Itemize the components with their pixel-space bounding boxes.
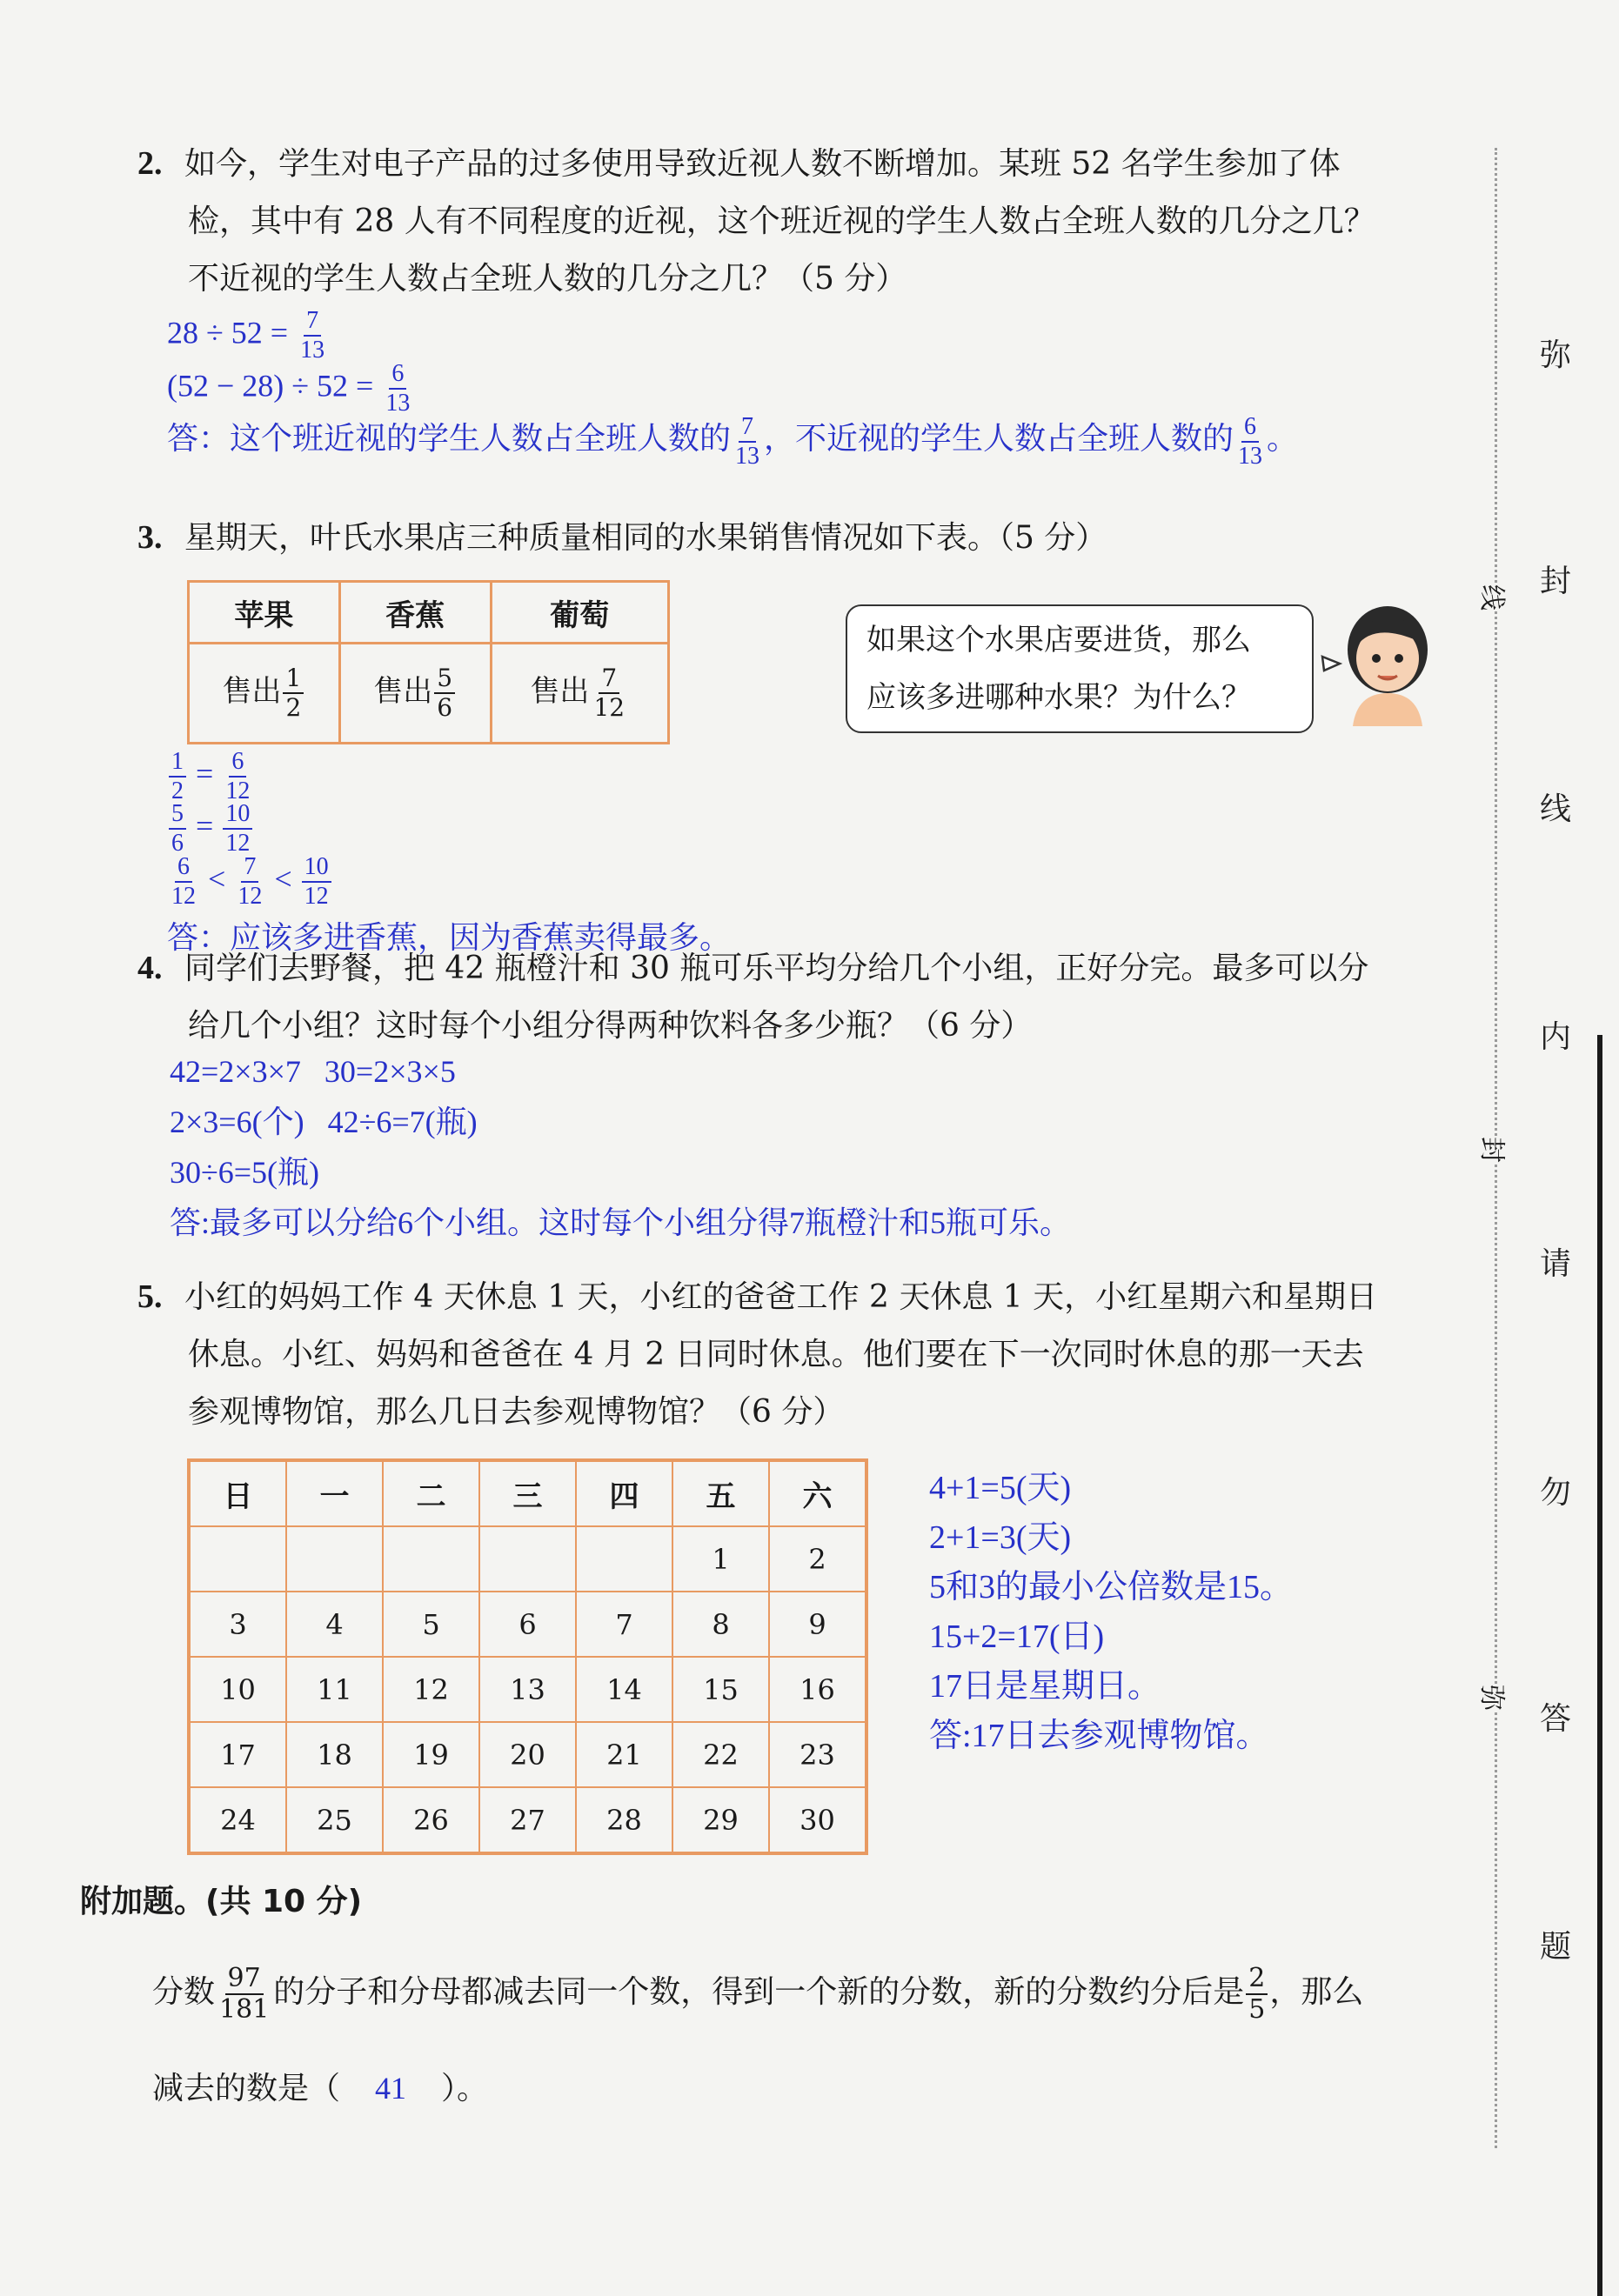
day-cell: 20 bbox=[479, 1722, 576, 1787]
q2-answer-line2 bbox=[167, 362, 414, 416]
q3-work-line3 bbox=[167, 855, 333, 909]
day-cell: 4 bbox=[286, 1592, 383, 1657]
question-number: 4. bbox=[137, 950, 163, 986]
day-cell: 22 bbox=[672, 1722, 769, 1787]
day-cell: 29 bbox=[672, 1787, 769, 1853]
day-cell: 21 bbox=[576, 1722, 672, 1787]
sidebar-char: 线 bbox=[1540, 791, 1572, 827]
question-text-line1: 如今，学生对电子产品的过多使用导致近视人数不断增加。某班 52 名学生参加了体 bbox=[184, 146, 1341, 182]
question-5 bbox=[137, 1268, 1468, 1441]
sidebar-char: 内 bbox=[1540, 1019, 1572, 1055]
weekday-mon: 一 bbox=[286, 1460, 383, 1526]
fraction: $\frac{6}{13}$ bbox=[1238, 412, 1263, 470]
day-cell: 12 bbox=[383, 1657, 479, 1722]
day-cell: 23 bbox=[769, 1722, 866, 1787]
question-number: 5. bbox=[137, 1278, 163, 1315]
day-cell: 25 bbox=[286, 1787, 383, 1853]
fraction: $\frac{97}{181}$ bbox=[219, 1963, 270, 2025]
q4-answer bbox=[170, 1046, 1071, 1248]
day-cell: 8 bbox=[672, 1592, 769, 1657]
weekday-thu: 四 bbox=[576, 1460, 672, 1526]
sidebar-char: 勿 bbox=[1540, 1475, 1572, 1511]
fraction: $\frac{6}{12}$ bbox=[171, 853, 196, 910]
fraction: $\frac{6}{12}$ bbox=[225, 748, 251, 804]
fraction: $\frac{7}{13}$ bbox=[735, 412, 760, 470]
sold-banana: 售出 $\frac{5}{6}$ bbox=[339, 644, 491, 744]
weekday-fri: 五 bbox=[672, 1460, 769, 1526]
day-cell bbox=[383, 1526, 479, 1592]
fraction: $\frac{5}{6}$ bbox=[434, 666, 455, 720]
shirt bbox=[1353, 693, 1422, 726]
q5-answer-line3: 5和3的最小公倍数是15。 bbox=[929, 1569, 1294, 1605]
day-cell: 14 bbox=[576, 1657, 672, 1722]
sidebar-char: 题 bbox=[1540, 1929, 1572, 1965]
q5-answer-line1: 4+1=5(天) bbox=[929, 1470, 1072, 1506]
q4-answer-line1: 42=2×3×7 30=2×3×5 bbox=[170, 1054, 456, 1089]
fraction: $\frac{7}{13}$ bbox=[300, 307, 325, 364]
binding-mark-xian: 线 bbox=[1475, 584, 1514, 611]
day-cell: 5 bbox=[383, 1592, 479, 1657]
day-cell: 28 bbox=[576, 1787, 672, 1853]
calendar-row bbox=[189, 1722, 866, 1787]
fraction: $\frac{10}{12}$ bbox=[223, 802, 252, 856]
weekday-tue: 二 bbox=[383, 1460, 479, 1526]
eye bbox=[1395, 654, 1403, 663]
day-cell bbox=[479, 1526, 576, 1592]
bonus-answer: 41 bbox=[375, 2071, 407, 2106]
q5-answer bbox=[929, 1464, 1293, 1761]
fraction: $\frac{7}{12}$ bbox=[593, 664, 626, 722]
q3-answer: 答：应该多进香蕉，因为香蕉卖得最多。 bbox=[167, 920, 732, 955]
calendar-row bbox=[189, 1657, 866, 1722]
sidebar-char: 封 bbox=[1540, 564, 1572, 599]
q5-answer-line4: 15+2=17(日) bbox=[929, 1619, 1105, 1655]
sidebar-char: 答 bbox=[1540, 1701, 1572, 1737]
header-apple: 苹果 bbox=[189, 582, 340, 644]
fraction: $\frac{10}{12}$ bbox=[302, 855, 331, 909]
less-than-sign: < bbox=[274, 861, 292, 897]
fraction: $\frac{6}{13}$ bbox=[385, 360, 411, 417]
weekday-sun: 日 bbox=[189, 1460, 286, 1526]
question-4 bbox=[137, 939, 1468, 1055]
sold-grape: 售出 $\frac{7}{12}$ bbox=[491, 644, 668, 744]
q4-answer-line3: 30÷6=5(瓶) bbox=[170, 1155, 320, 1190]
calendar-table bbox=[187, 1458, 868, 1855]
day-cell bbox=[576, 1526, 672, 1592]
day-cell: 26 bbox=[383, 1787, 479, 1853]
boy-illustration bbox=[1314, 596, 1444, 726]
question-2 bbox=[137, 135, 1460, 308]
day-cell: 2 bbox=[769, 1526, 866, 1592]
fraction: $\frac{5}{6}$ bbox=[169, 802, 186, 856]
fraction: $\frac{2}{5}$ bbox=[1246, 1966, 1268, 2023]
question-text-line1: 小红的妈妈工作 4 天休息 1 天，小红的爸爸工作 2 天休息 1 天，小红星期六和星期日 bbox=[184, 1279, 1378, 1315]
fraction: $\frac{1}{2}$ bbox=[169, 750, 186, 804]
eye bbox=[1372, 654, 1381, 663]
question-number: 3. bbox=[137, 519, 163, 556]
q2-answer-line3: 答：这个班近视的学生人数占全班人数的 $\frac{7}{13}$ ，不近视的学生人数占全班人数的 $\frac{6}{13}$ 。 bbox=[167, 412, 1299, 470]
day-cell: 27 bbox=[479, 1787, 576, 1853]
sidebar-edge-line bbox=[1597, 1035, 1602, 2296]
binding-mark-mi: 弥 bbox=[1475, 1685, 1514, 1711]
bonus-title: 附加题。(共 10 分) bbox=[80, 1884, 363, 1919]
question-text-line2: 休息。小红、妈妈和爸爸在 4 月 2 日同时休息。他们要在下一次同时休息的那一天去 bbox=[188, 1337, 1364, 1372]
sidebar-char: 请 bbox=[1540, 1246, 1572, 1282]
question-number: 2. bbox=[137, 145, 163, 182]
question-text-line2: 给几个小组？这时每个小组分得两种饮料各多少瓶？（6 分） bbox=[188, 1008, 1033, 1044]
day-cell: 13 bbox=[479, 1657, 576, 1722]
day-cell: 15 bbox=[672, 1657, 769, 1722]
q4-answer-line4: 答:最多可以分给6个小组。这时每个小组分得7瓶橙汁和5瓶可乐。 bbox=[170, 1205, 1072, 1240]
equation-text: (52 − 28) ÷ 52 = bbox=[167, 368, 374, 404]
q2-answer-line1 bbox=[167, 309, 329, 363]
day-cell: 7 bbox=[576, 1592, 672, 1657]
calendar-header-row bbox=[189, 1460, 866, 1526]
binding-mark-feng: 封 bbox=[1475, 1137, 1514, 1163]
day-cell bbox=[189, 1526, 286, 1592]
bubble-line2: 应该多进哪种水果？为什么？ bbox=[866, 680, 1251, 715]
sidebar-char: 弥 bbox=[1540, 337, 1572, 373]
question-text-line3: 参观博物馆，那么几日去参观博物馆？（6 分） bbox=[188, 1394, 845, 1430]
q5-answer-line2: 2+1=3(天) bbox=[929, 1519, 1072, 1556]
day-cell: 16 bbox=[769, 1657, 866, 1722]
day-cell: 10 bbox=[189, 1657, 286, 1722]
less-than-sign: < bbox=[208, 861, 226, 897]
equals-sign: = bbox=[196, 756, 214, 791]
equals-sign: = bbox=[196, 808, 214, 844]
header-banana: 香蕉 bbox=[339, 582, 491, 644]
header-grape: 葡萄 bbox=[491, 582, 668, 644]
day-cell: 24 bbox=[189, 1787, 286, 1853]
calendar-row bbox=[189, 1592, 866, 1657]
question-text: 星期天，叶氏水果店三种质量相同的水果销售情况如下表。（5 分） bbox=[184, 520, 1107, 556]
day-cell: 9 bbox=[769, 1592, 866, 1657]
calendar-row bbox=[189, 1787, 866, 1853]
fruit-sales-table bbox=[187, 580, 670, 744]
q3-work-line1 bbox=[167, 750, 254, 804]
day-cell: 11 bbox=[286, 1657, 383, 1722]
question-text-line2: 检，其中有 28 人有不同程度的近视，这个班近视的学生人数占全班人数的几分之几？ bbox=[188, 204, 1375, 239]
question-3 bbox=[137, 509, 1460, 567]
speech-bubble bbox=[846, 604, 1314, 733]
sold-apple: 售出 $\frac{1}{2}$ bbox=[189, 644, 340, 744]
question-text-line3: 不近视的学生人数占全班人数的几分之几？（5 分） bbox=[188, 261, 907, 297]
weekday-wed: 三 bbox=[479, 1460, 576, 1526]
day-cell bbox=[286, 1526, 383, 1592]
q5-answer-line6: 答:17日去参观博物馆。 bbox=[929, 1718, 1269, 1754]
day-cell: 18 bbox=[286, 1722, 383, 1787]
calendar-row bbox=[189, 1526, 866, 1592]
day-cell: 30 bbox=[769, 1787, 866, 1853]
day-cell: 17 bbox=[189, 1722, 286, 1787]
bonus-question: 分数 $\frac{97}{181}$ 的分子和分母都减去同一个数，得到一个新的分数，新的分数约分后是 $\frac{2}{5}$ ，那么 减去的数是（ 41 ）。 bbox=[152, 1963, 1364, 2106]
q4-answer-line2: 2×3=6(个) 42÷6=7(瓶) bbox=[170, 1105, 478, 1139]
day-cell: 3 bbox=[189, 1592, 286, 1657]
q3-work-line2 bbox=[167, 802, 254, 856]
bubble-line1: 如果这个水果店要进货，那么 bbox=[866, 623, 1251, 657]
question-text-line1: 同学们去野餐，把 42 瓶橙汁和 30 瓶可乐平均分给几个小组，正好分完。最多可以分 bbox=[184, 951, 1369, 986]
bubble-tail bbox=[1322, 657, 1340, 671]
equation-text: 28 ÷ 52 = bbox=[167, 315, 289, 350]
day-cell: 1 bbox=[672, 1526, 769, 1592]
fraction: $\frac{1}{2}$ bbox=[283, 666, 304, 720]
weekday-sat: 六 bbox=[769, 1460, 866, 1526]
q5-answer-line5: 17日是星期日。 bbox=[929, 1668, 1161, 1705]
fraction: $\frac{7}{12}$ bbox=[237, 853, 263, 910]
day-cell: 6 bbox=[479, 1592, 576, 1657]
day-cell: 19 bbox=[383, 1722, 479, 1787]
